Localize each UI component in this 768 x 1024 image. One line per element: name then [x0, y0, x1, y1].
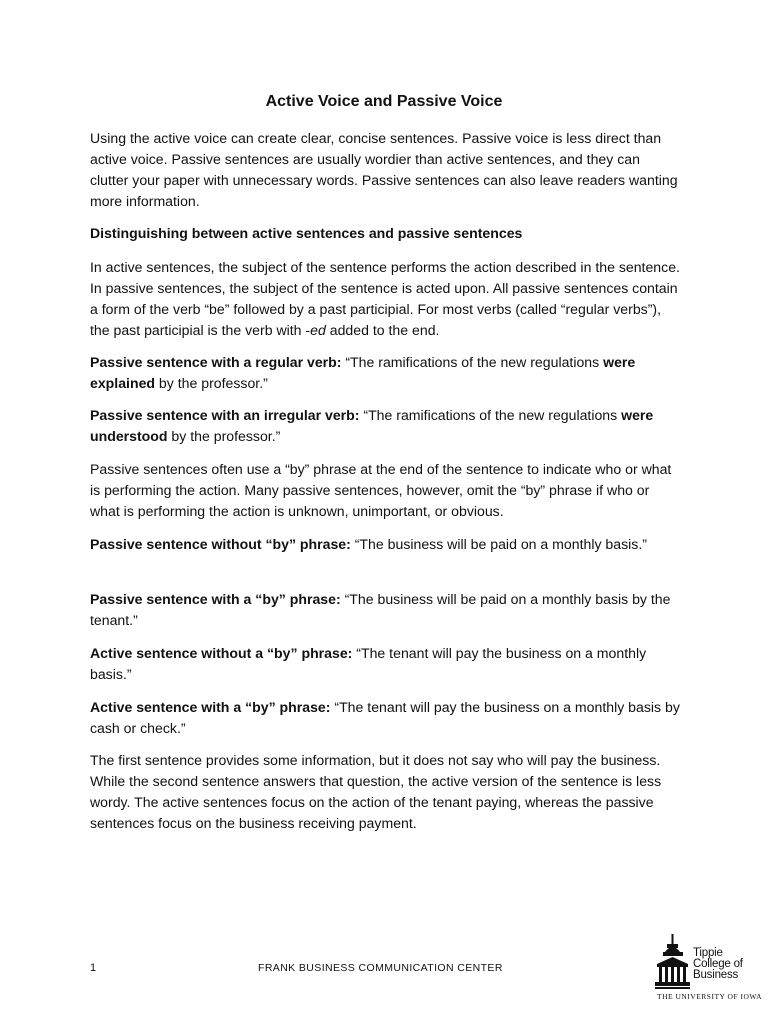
logo-wordmark: Tippie College of Business [693, 947, 743, 981]
section-heading: Distinguishing between active sentences and passive sentences [90, 225, 523, 241]
example-irregular-verb: Passive sentence with an irregular verb: “The ramifications of the new regulations were understood by the professor.” [90, 407, 654, 444]
example-label: Passive sentence without “by” phrase: [90, 536, 351, 552]
example-passive-without-by: Passive sentence without “by” phrase: “The business will be paid on a monthly basis.” [90, 536, 647, 552]
example-passive-with-by: Passive sentence with a “by” phrase: “The business will be paid on a monthly basis by the tenant.” [90, 591, 671, 628]
conclusion-paragraph: The first sentence provides some information, but it does not say who will pay the business. While the second sentence answers that question, the active version of the sentence is less wordy. The active sentences focus on the action of the tenant paying, whereas the passive sentences focus on the business receiving payment. [90, 752, 662, 831]
example-label: Passive sentence with an irregular verb: [90, 407, 360, 423]
example-active-without-by: Active sentence without a “by” phrase: “The tenant will pay the business on a monthly basis.” [90, 645, 647, 682]
by-phrase-paragraph: Passive sentences often use a “by” phrase at the end of the sentence to indicate who or what is performing the action. Many passive sentences, however, omit the “by” phrase if who or what is performing the action is unknown, unimportant, or obvious. [90, 461, 672, 519]
tippie-logo [655, 934, 763, 1006]
example-regular-verb: Passive sentence with a regular verb: “The ramifications of the new regulations were explained by the professor.” [90, 354, 636, 391]
example-label: Passive sentence with a regular verb: [90, 354, 342, 370]
document-title: Active Voice and Passive Voice [265, 93, 503, 110]
intro-paragraph: Using the active voice can create clear, concise sentences. Passive voice is less direct than active voice. Passive sentences are usually wordier than active sentences, and they can clutter your paper with unnecessary words. Passive sentences can also leave readers wanting more information. [90, 130, 678, 209]
footer-center-text: FRANK BUSINESS COMMUNICATION CENTER [258, 962, 503, 974]
page-number: 1 [90, 962, 97, 974]
ed-suffix: ed [310, 322, 326, 338]
definition-paragraph: In active sentences, the subject of the sentence performs the action described in the sentence. In passive sentences, the subject of the sentence is acted upon. All passive sentences contain a form of the verb “be” followed by a past participial. For most verbs (called “regular verbs”), the past participial is the verb with -ed added to the end. [90, 259, 680, 338]
example-label: Passive sentence with a “by” phrase: [90, 591, 341, 607]
old-capitol-icon [655, 934, 691, 990]
example-label: Active sentence with a “by” phrase: [90, 699, 331, 715]
example-active-with-by: Active sentence with a “by” phrase: “The tenant will pay the business on a monthly basis by cash or check.” [90, 699, 680, 736]
university-name: THE UNIVERSITY OF IOWA [657, 992, 763, 1001]
example-label: Active sentence without a “by” phrase: [90, 645, 353, 661]
emphasized-verb: were explained [90, 354, 636, 391]
emphasized-verb: were understood [90, 407, 654, 444]
